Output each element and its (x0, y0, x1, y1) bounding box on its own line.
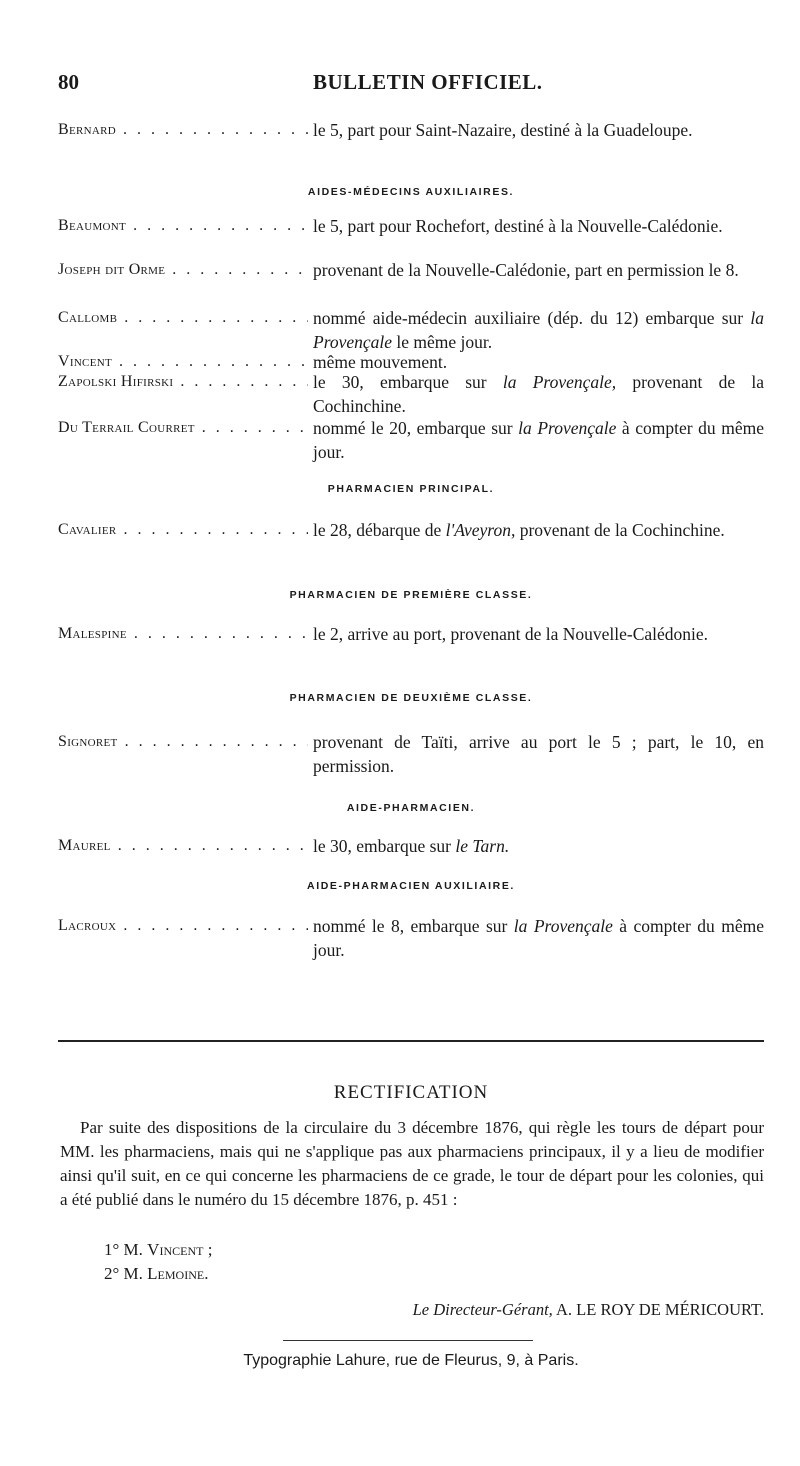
ship-name: la Provençale (518, 418, 617, 438)
section-divider (58, 1040, 764, 1042)
section-heading-pharmacien-principal: PHARMACIEN PRINCIPAL. (327, 483, 495, 495)
entry-name: Cavalier . . . (58, 518, 308, 542)
signature-name: A. LE ROY DE MÉRICOURT. (556, 1300, 764, 1319)
entry-signoret (58, 730, 764, 778)
signature (413, 1300, 764, 1320)
entry-text: le 30, embarque sur le Tarn. (313, 836, 510, 856)
running-title: BULLETIN OFFICIEL. (313, 70, 543, 94)
entry-text: le 2, arrive au port, provenant de la Nouvelle-Calédonie. (313, 624, 709, 644)
entry-cavalier (58, 518, 764, 542)
section-heading-aide-pharmacien: AIDE-PHARMACIEN. (346, 802, 476, 814)
entry-name: Lacroux . . . (58, 914, 308, 938)
section-heading-aide-pharmacien-auxiliaire: AIDE-PHARMACIEN AUXILIAIRE. (307, 880, 515, 892)
section-heading-pharmacien-premiere-classe: PHARMACIEN DE PREMIÈRE CLASSE. (289, 589, 533, 601)
entry-joseph-dit-orme (58, 258, 764, 282)
entry-maurel (58, 834, 764, 858)
entry-callomb (58, 306, 764, 354)
section-heading-aides-medecins: AIDES-MÉDECINS AUXILIAIRES. (307, 186, 515, 198)
entry-zapolski-hifirski (58, 370, 764, 418)
rectification-list-item: 2° M. Lemoine. (104, 1264, 209, 1283)
entry-text: le 5, part pour Rochefort, destiné à la Nouvelle-Calédonie. (313, 216, 723, 236)
entry-text: nommé le 20, embarque sur la Provençale à compter du même jour. (313, 418, 764, 462)
pharmacist-name: Lemoine. (147, 1264, 209, 1283)
entry-name: Vincent . . . (58, 350, 308, 374)
ship-name: le Tarn. (455, 836, 510, 856)
entry-text: même mouvement. (313, 352, 448, 372)
entry-name: Zapolski Hifirski . . . (58, 370, 308, 394)
entry-text: le 5, part pour Saint-Nazaire, destiné à la Guadeloupe. (313, 120, 693, 140)
entry-text: provenant de Taïti, arrive au port le 5 ; part, le 10, en permission. (313, 732, 764, 776)
entry-name: Maurel . . . (58, 834, 308, 858)
entry-text: provenant de la Nouvelle-Calédonie, part en permission le 8. (313, 260, 739, 280)
entry-bernard (58, 118, 764, 142)
entry-beaumont (58, 214, 764, 238)
pharmacist-name: Vincent ; (147, 1240, 213, 1259)
entry-text: nommé aide-médecin auxiliaire (dép. du 12) embarque sur la Provençale le même jour. (313, 308, 764, 352)
ship-name: l'Aveyron, (445, 520, 516, 540)
ship-name: la Provençale (313, 308, 764, 352)
entry-text: le 30, embarque sur la Provençale, provenant de la Cochinchine. (313, 372, 764, 416)
entry-name: Malespine . . . (58, 622, 308, 646)
rectification-paragraph: Par suite des dispositions de la circulaire du 3 décembre 1876, qui règle les tours de départ pour MM. les pharmaciens, mais qui ne s'applique pas aux pharmaciens principaux, il y a lieu de modifier ainsi qu'il suit, en ce qui concerne les pharmaciens de ce grade, le tour de départ pour les colonies, qui a été publié dans le numéro du 15 décembre 1876, p. 451 : (60, 1118, 764, 1209)
page-number: 80 (58, 70, 79, 94)
entry-text: le 28, débarque de l'Aveyron, provenant de la Cochinchine. (313, 520, 725, 540)
entry-name: Du Terrail Courret . . . (58, 416, 308, 440)
page-header (58, 70, 764, 100)
entry-du-terrail-courret (58, 416, 764, 464)
printer-imprint: Typographie Lahure, rue de Fleurus, 9, à Paris. (243, 1352, 579, 1369)
section-heading-pharmacien-deuxieme-classe: PHARMACIEN DE DEUXIÈME CLASSE. (289, 692, 533, 704)
rectification-title: RECTIFICATION (333, 1082, 489, 1103)
imprint-divider (283, 1340, 533, 1341)
entry-name: Joseph dit Orme . . . (58, 258, 308, 282)
ship-name: la Provençale, (502, 372, 617, 392)
entry-text: nommé le 8, embarque sur la Provençale à compter du même jour. (313, 916, 764, 960)
ship-name: la Provençale (513, 916, 613, 936)
entry-name: Callomb . . . (58, 306, 308, 330)
rectification-list-item: 1° M. Vincent ; (104, 1240, 213, 1259)
entry-malespine (58, 622, 764, 646)
entry-name: Bernard . . . (58, 118, 308, 142)
entry-name: Signoret . . . (58, 730, 308, 754)
entry-lacroux (58, 914, 764, 962)
entry-name: Beaumont . . . (58, 214, 308, 238)
signature-role: Le Directeur-Gérant, (412, 1300, 553, 1319)
